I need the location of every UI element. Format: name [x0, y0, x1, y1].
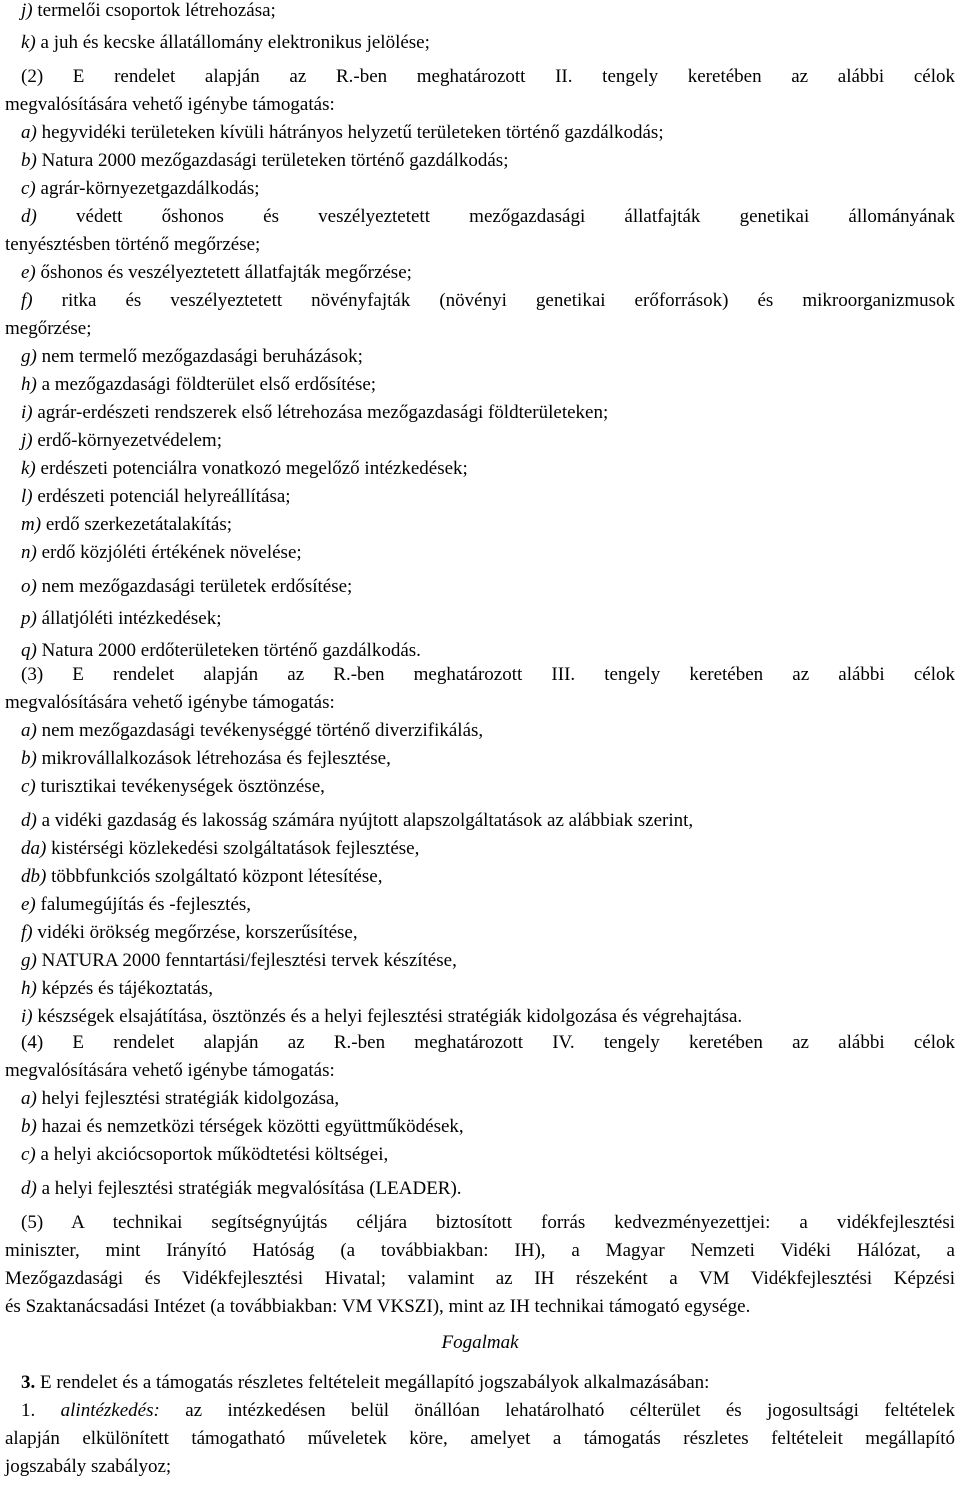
section-heading: Fogalmak: [441, 1332, 519, 1353]
definition-continuation: alapján elkülönített támogatható műveletek köre, amelyet a támogatás részletes feltételeit megállapító: [5, 1428, 955, 1449]
list-item: [21, 748, 955, 770]
item-label: da): [21, 838, 47, 859]
item-label: j): [21, 430, 33, 451]
paragraph-5-line-3: Mezőgazdasági és Vidékfejlesztési Hivatal; valamint az IH részeként a VM Vidékfejlesztési Képzési: [5, 1268, 955, 1289]
item-label: e): [21, 894, 36, 915]
item-text: falumegújítás és -fejlesztés,: [35, 894, 252, 915]
paragraph-5-line-2: miniszter, mint Irányító Hatóság (a továbbiakban: IH), a Magyar Nemzeti Vidéki Hálózat, a: [5, 1240, 955, 1261]
item-text: erdő szerkezetátalakítás;: [41, 514, 233, 535]
list-item: [21, 290, 955, 312]
item-label: e): [21, 262, 36, 283]
item-text: nem mezőgazdasági területek erdősítése;: [36, 576, 353, 597]
item-text: helyi fejlesztési stratégiák kidolgozása,: [36, 1088, 340, 1109]
paragraph-2-line-2: megvalósítására vehető igénybe támogatás:: [5, 94, 335, 115]
item-label: a): [21, 720, 37, 741]
item-text: hegyvidéki területeken kívüli hátrányos helyzetű területeken történő gazdálkodás;: [36, 122, 664, 143]
list-item: [21, 776, 955, 798]
paragraph-3-line-1: (3) E rendelet alapján az R.-ben meghatározott III. tengely keretében az alábbi célok: [21, 664, 955, 685]
item-text: turisztikai tevékenységek ösztönzése,: [35, 776, 325, 797]
item-text: a mezőgazdasági földterület első erdősítése;: [36, 374, 377, 395]
list-item: [21, 922, 955, 944]
list-item: [21, 720, 955, 742]
list-item: [21, 838, 955, 860]
list-item: [21, 608, 955, 630]
list-item: [21, 206, 955, 228]
item-label: d): [21, 1178, 37, 1199]
item-label: k): [21, 32, 36, 53]
section-intro-text: E rendelet és a támogatás részletes feltételeit megállapító jogszabályok alkalmazásában:: [35, 1372, 710, 1393]
item-text: erdő-környezetvédelem;: [32, 430, 222, 451]
item-label: a): [21, 122, 37, 143]
paragraph-2-line-1: (2) E rendelet alapján az R.-ben meghatározott II. tengely keretében az alábbi célok: [21, 66, 955, 87]
section-3-intro: [21, 1372, 955, 1394]
item-text: vidéki örökség megőrzése, korszerűsítése,: [32, 922, 358, 943]
list-item: [21, 1088, 955, 1110]
paragraph-5-line-4: és Szaktanácsadási Intézet (a továbbiakban: VM VKSZI), mint az IH technikai támogató egysége.: [5, 1296, 751, 1317]
item-text: a helyi fejlesztési stratégiák megvalósítása (LEADER).: [36, 1178, 462, 1199]
item-text: agrár-erdészeti rendszerek első létrehozása mezőgazdasági földterületeken;: [32, 402, 609, 423]
definition-item: [21, 1400, 955, 1422]
list-item: [21, 430, 955, 452]
list-item-continuation: megőrzése;: [5, 318, 92, 339]
list-item: [21, 576, 955, 598]
item-label: c): [21, 178, 36, 199]
definition-continuation: jogszabály szabályoz;: [5, 1456, 172, 1477]
list-item: [21, 374, 955, 396]
item-label: c): [21, 776, 36, 797]
item-text: Natura 2000 mezőgazdasági területeken történő gazdálkodás;: [36, 150, 509, 171]
list-item: [21, 894, 955, 916]
item-label: b): [21, 1116, 37, 1137]
list-item: [21, 1116, 955, 1138]
item-text: erdő közjóléti értékének növelése;: [36, 542, 302, 563]
list-item: [21, 458, 955, 480]
item-label: q): [21, 640, 37, 661]
paragraph-5-line-1: (5) A technikai segítségnyújtás céljára biztosított forrás kedvezményezettjei: a vidékfejlesztési: [21, 1212, 955, 1233]
item-label: g): [21, 950, 37, 971]
item-text: nem mezőgazdasági tevékenységgé történő diverzifikálás,: [36, 720, 484, 741]
item-text: erdészeti potenciálra vonatkozó megelőző intézkedések;: [35, 458, 468, 479]
item-text: mikrovállalkozások létrehozása és fejlesztése,: [36, 748, 391, 769]
list-item: [21, 950, 955, 972]
item-label: a): [21, 1088, 37, 1109]
item-text: nem termelő mezőgazdasági beruházások;: [36, 346, 363, 367]
item-text: a vidéki gazdaság és lakosság számára nyújtott alapszolgáltatások az alábbiak szerint,: [36, 810, 694, 831]
list-item: [21, 150, 955, 172]
item-text: a helyi akciócsoportok működtetési költségei,: [35, 1144, 389, 1165]
list-item-continuation: tenyésztésben történő megőrzése;: [5, 234, 261, 255]
item-label: i): [21, 1006, 33, 1027]
item-text: kistérségi közlekedési szolgáltatások fejlesztése,: [46, 838, 420, 859]
item-text: többfunkciós szolgáltató központ létesítése,: [46, 866, 383, 887]
list-item: [21, 514, 955, 536]
item-text: ritka és veszélyeztetett növényfajták (növényi genetikai erőforrások) és mikroorganizmusok: [32, 290, 955, 311]
item-text: hazai és nemzetközi térségek közötti együttműködések,: [36, 1116, 464, 1137]
list-item: [21, 122, 955, 144]
list-item: [21, 486, 955, 508]
item-text: állatjóléti intézkedések;: [36, 608, 222, 629]
list-item: [21, 640, 955, 662]
item-label: i): [21, 402, 33, 423]
item-text: készségek elsajátítása, ösztönzés és a helyi fejlesztési stratégiák kidolgozása és végrehajtása.: [32, 1006, 743, 1027]
paragraph-3-line-2: megvalósítására vehető igénybe támogatás:: [5, 692, 335, 713]
item-label: l): [21, 486, 33, 507]
list-item: [21, 262, 955, 284]
paragraph-4-line-1: (4) E rendelet alapján az R.-ben meghatározott IV. tengely keretében az alábbi célok: [21, 1032, 955, 1053]
list-item: [21, 178, 955, 200]
list-item: [21, 1006, 955, 1028]
item-label: c): [21, 1144, 36, 1165]
list-item: [21, 978, 955, 1000]
item-label: db): [21, 866, 47, 887]
list-item: [21, 810, 955, 832]
list-item: [21, 1144, 955, 1166]
item-label: f): [21, 922, 33, 943]
item-label: m): [21, 514, 42, 535]
item-label: k): [21, 458, 36, 479]
item-text: erdészeti potenciál helyreállítása;: [32, 486, 291, 507]
item-text: képzés és tájékoztatás,: [36, 978, 214, 999]
list-item: [21, 866, 955, 888]
item-label: d): [21, 206, 37, 227]
item-text: védett őshonos és veszélyeztetett mezőgazdasági állatfajták genetikai állományának: [36, 206, 955, 227]
item-text: a juh és kecske állatállomány elektronikus jelölése;: [35, 32, 430, 53]
list-item: [21, 0, 955, 22]
item-label: b): [21, 748, 37, 769]
item-label: d): [21, 810, 37, 831]
item-label: b): [21, 150, 37, 171]
definition-number: 1.: [21, 1400, 36, 1421]
item-text: Natura 2000 erdőterületeken történő gazdálkodás.: [36, 640, 421, 661]
list-item: [21, 402, 955, 424]
item-label: g): [21, 346, 37, 367]
list-item: [21, 1178, 955, 1200]
item-label: n): [21, 542, 37, 563]
item-text: agrár-környezetgazdálkodás;: [35, 178, 260, 199]
item-label: o): [21, 576, 37, 597]
definition-text: az intézkedésen belül önállóan lehatárolható célterület és jogosultsági feltételek: [159, 1400, 956, 1421]
paragraph-4-line-2: megvalósítására vehető igénybe támogatás:: [5, 1060, 335, 1081]
list-item: [21, 32, 955, 54]
list-item: [21, 346, 955, 368]
section-number: 3.: [21, 1372, 36, 1393]
item-label: p): [21, 608, 37, 629]
definition-term: alintézkedés:: [35, 1400, 160, 1421]
item-label: h): [21, 374, 37, 395]
item-label: j): [21, 0, 33, 21]
item-label: h): [21, 978, 37, 999]
item-text: NATURA 2000 fenntartási/fejlesztési tervek készítése,: [36, 950, 457, 971]
item-label: f): [21, 290, 33, 311]
item-text: termelői csoportok létrehozása;: [32, 0, 276, 21]
item-text: őshonos és veszélyeztetett állatfajták megőrzése;: [35, 262, 412, 283]
list-item: [21, 542, 955, 564]
